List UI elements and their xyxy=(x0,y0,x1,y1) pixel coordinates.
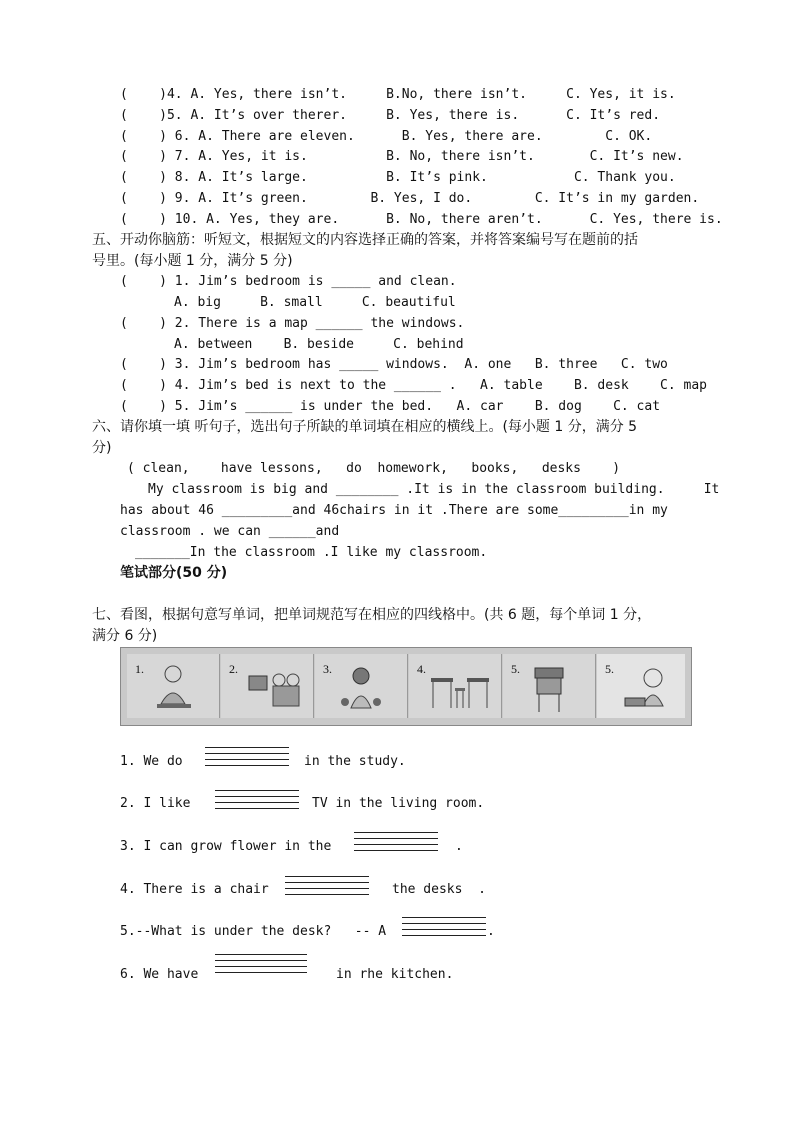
section5-q1-options: A. big B. small C. beautiful xyxy=(174,295,456,310)
section5-heading-cont: 号里。(每小题 1 分，满分 5 分) xyxy=(92,253,293,269)
q3-text-after: . xyxy=(455,839,463,854)
q5-writing-grid[interactable] xyxy=(402,917,486,937)
section7-heading: 七、看图，根据句意写单词，把单词规范写在相应的四线格中。(共 6 题，每个单词 1 分， xyxy=(92,607,652,623)
q3-text-before: 3. I can grow flower in the xyxy=(120,839,332,854)
picture-number: 2. xyxy=(229,662,238,676)
section6-heading: 六、请你填一填 听句子，选出句子所缺的单词填在相应的横线上。(每小题 1 分，满分 5 xyxy=(92,419,638,435)
picture-5 xyxy=(503,654,596,718)
q1-text-after: in the study. xyxy=(304,754,406,769)
section5-q3: ( ) 3. Jim’s bedroom has _____ windows. A. one B. three C. two xyxy=(120,357,668,372)
q6-text-before: 6. We have xyxy=(120,967,199,982)
q5-text-after: . xyxy=(487,924,495,939)
section5-q2: ( ) 2. There is a map ______ the windows. xyxy=(120,316,465,331)
passage-line-4: _______In the classroom .I like my classroom. xyxy=(135,545,488,560)
listen-item-10: ( ) 10. A. Yes, they are. B. No, there aren’t. C. Yes, there is. xyxy=(120,212,723,227)
picture-4 xyxy=(409,654,502,718)
listen-item-7: ( ) 7. A. Yes, it is. B. No, there isn’t. C. It’s new. xyxy=(120,149,684,164)
picture-number: 3. xyxy=(323,662,332,676)
q2-text-after: TV in the living room. xyxy=(312,796,485,811)
q4-text-before: 4. There is a chair xyxy=(120,882,269,897)
picture-1 xyxy=(127,654,220,718)
picture-number: 1. xyxy=(135,662,144,676)
q6-writing-grid[interactable] xyxy=(215,954,307,974)
section5-q5: ( ) 5. Jim’s ______ is under the bed. A. car B. dog C. cat xyxy=(120,399,661,414)
written-part-title: 笔试部分(50 分) xyxy=(120,565,228,581)
passage-line-2: has about 46 _________and 46chairs in it .There are some_________in my xyxy=(120,503,668,518)
section5-q2-options: A. between B. beside C. behind xyxy=(174,337,464,352)
section5-q4: ( ) 4. Jim’s bed is next to the ______ . A. table B. desk C. map xyxy=(120,378,707,393)
listen-item-8: ( ) 8. A. It’s large. B. It’s pink. C. Thank you. xyxy=(120,170,676,185)
picture-number: 4. xyxy=(417,662,426,676)
q2-writing-grid[interactable] xyxy=(215,790,299,810)
q2-text-before: 2. I like xyxy=(120,796,191,811)
listen-item-4: ( )4. A. Yes, there isn’t. B.No, there isn’t. C. Yes, it is. xyxy=(120,87,676,102)
q1-text-before: 1. We do xyxy=(120,754,183,769)
word-bank: ( clean, have lessons, do homework, books, desks ) xyxy=(127,461,621,476)
passage-line-3: classroom . we can ______and xyxy=(120,524,340,539)
listen-item-6: ( ) 6. A. There are eleven. B. Yes, there are. C. OK. xyxy=(120,129,653,144)
passage-line-1: My classroom is big and ________ .It is in the classroom building. It xyxy=(148,482,720,497)
picture-2 xyxy=(221,654,314,718)
section7-heading-cont: 满分 6 分) xyxy=(92,628,158,644)
section5-heading: 五、开动你脑筋：听短文，根据短文的内容选择正确的答案，并将答案编号写在题前的括 xyxy=(92,232,638,248)
q6-text-after: in rhe kitchen. xyxy=(336,967,454,982)
listen-item-5: ( )5. A. It’s over therer. B. Yes, there is. C. It’s red. xyxy=(120,108,661,123)
picture-3 xyxy=(315,654,408,718)
picture-strip xyxy=(120,647,692,726)
q4-text-after: the desks . xyxy=(392,882,486,897)
listen-item-9: ( ) 9. A. It’s green. B. Yes, I do. C. It’s in my garden. xyxy=(120,191,700,206)
picture-number: 5. xyxy=(511,662,520,676)
q5-text-before: 5.--What is under the desk? -- A xyxy=(120,924,387,939)
section5-q1: ( ) 1. Jim’s bedroom is _____ and clean. xyxy=(120,274,457,289)
q1-writing-grid[interactable] xyxy=(205,747,289,767)
section6-heading-cont: 分) xyxy=(92,440,112,456)
q3-writing-grid[interactable] xyxy=(354,832,438,852)
picture-number: 5. xyxy=(605,662,614,676)
q4-writing-grid[interactable] xyxy=(285,876,369,896)
picture-6 xyxy=(597,654,685,718)
